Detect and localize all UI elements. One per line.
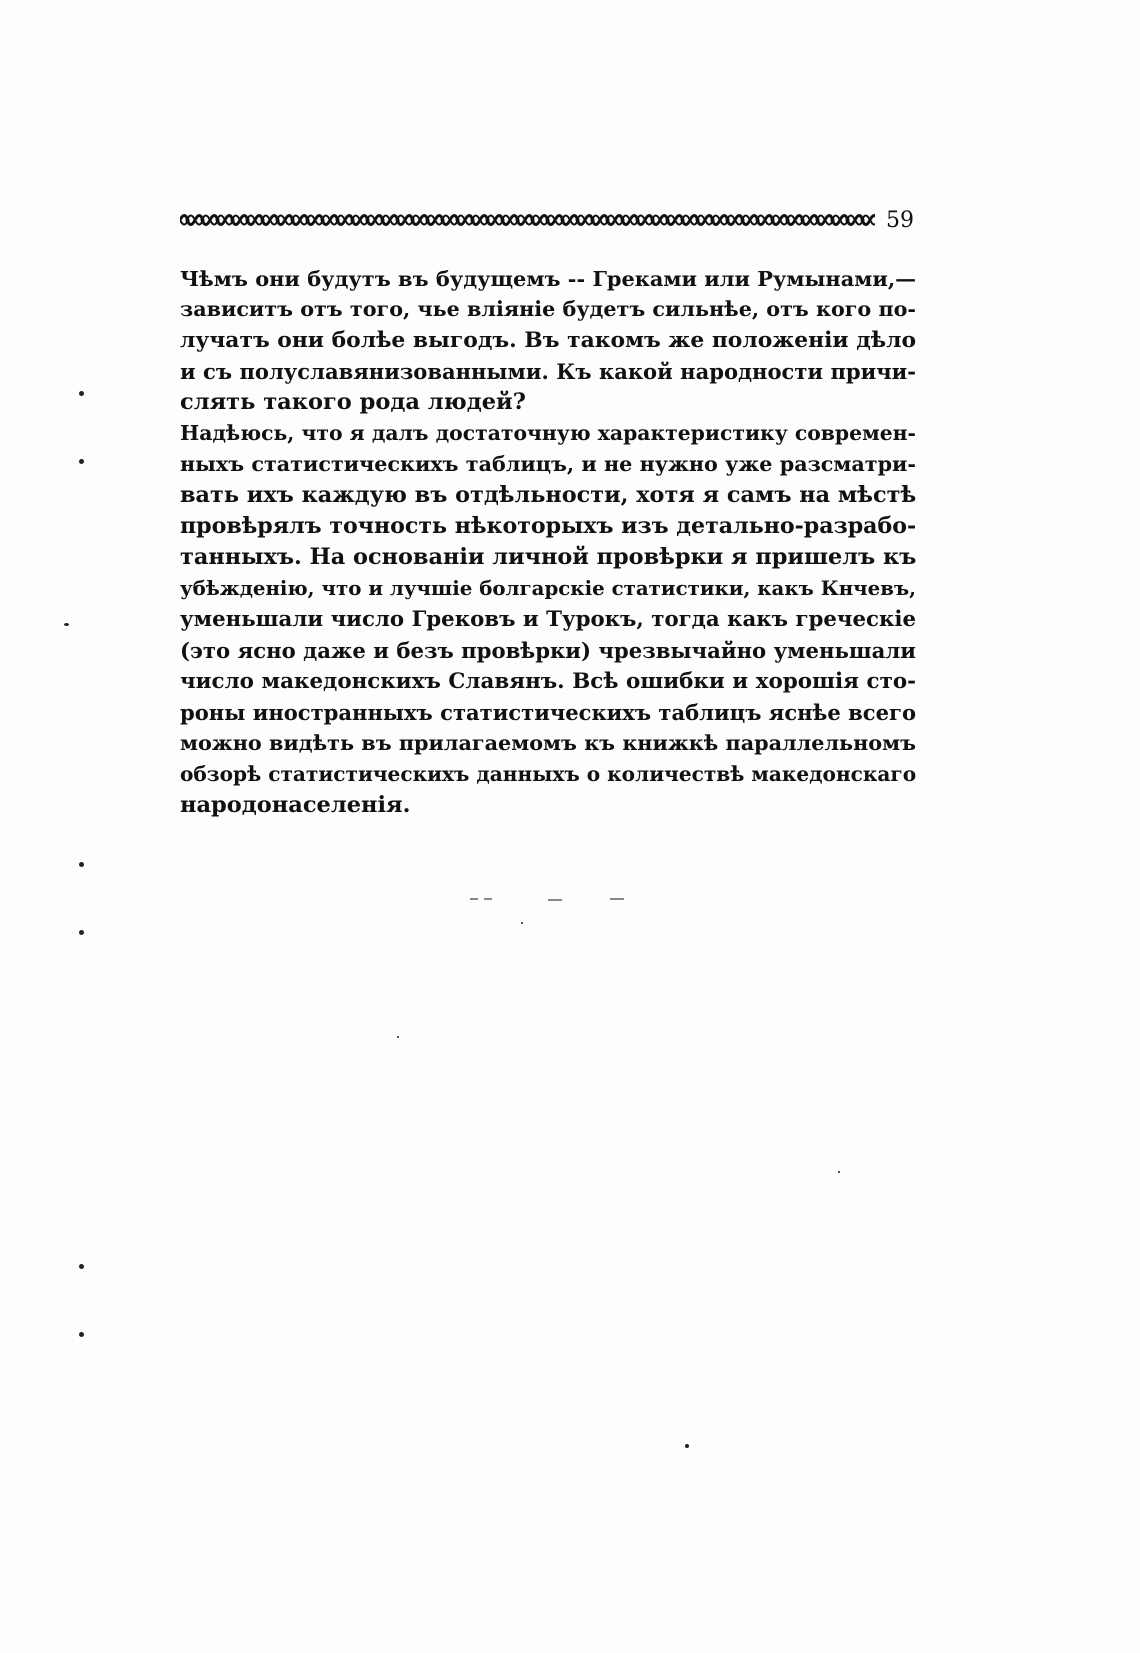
paragraph-2	[180, 418, 916, 821]
text-line: и съ полуславянизованными. Къ какой народности причи-	[180, 359, 916, 384]
text-line: народонаселенія.	[180, 792, 411, 818]
text-line: обзорѣ статистическихъ данныхъ о количествѣ македонскаго	[180, 762, 917, 786]
scan-speck	[64, 623, 69, 626]
scan-speck	[79, 1264, 84, 1269]
scan-speck	[79, 391, 84, 396]
scan-speck	[79, 459, 84, 464]
scan-speck	[79, 930, 84, 935]
text-line: вать ихъ каждую въ отдѣльности, хотя я самъ на мѣстѣ	[180, 482, 917, 508]
scan-speck	[685, 1444, 689, 1448]
scan-dash	[484, 898, 492, 900]
scan-speck	[79, 862, 84, 867]
scan-speck	[397, 1036, 399, 1038]
text-line: зависитъ отъ того, чье вліяніе будетъ сильнѣе, отъ кого по-	[180, 297, 916, 321]
scan-speck	[521, 922, 523, 924]
text-line: танныхъ. На основаніи личной провѣрки я пришелъ къ	[180, 544, 917, 570]
text-line: Надѣюсь, что я далъ достаточную характеристику современ-	[180, 421, 916, 445]
ornamental-rule	[180, 212, 875, 228]
text-line: убѣжденію, что и лучшіе болгарскіе статистики, какъ Кнчевъ,	[180, 576, 916, 600]
text-line: слять такого рода людей?	[180, 389, 526, 415]
page-number: 59	[886, 208, 914, 233]
text-line: роны иностранныхъ статистическихъ таблицъ яснѣе всего	[180, 700, 916, 725]
scan-dash	[470, 898, 478, 900]
text-line: лучатъ они болѣе выгодъ. Въ такомъ же положеніи дѣло	[180, 328, 916, 353]
text-line: Чѣмъ они будутъ въ будущемъ -- Греками или Румынами,—	[180, 266, 916, 291]
scan-dash	[610, 898, 624, 900]
text-line: можно видѣть въ прилагаемомъ къ книжкѣ параллельномъ	[180, 731, 916, 755]
text-line: ныхъ статистическихъ таблицъ, и не нужно уже разсматри-	[180, 452, 916, 476]
text-line: (это ясно даже и безъ провѣрки) чрезвычайно уменьшали	[180, 638, 916, 663]
text-line: провѣрялъ точность нѣкоторыхъ изъ детально-разрабо-	[180, 513, 917, 539]
scan-speck	[838, 1171, 840, 1173]
paragraph-1	[180, 263, 916, 418]
page-header	[180, 208, 912, 234]
scan-speck	[79, 1332, 84, 1337]
text-line: уменьшали число Грековъ и Турокъ, тогда какъ греческіе	[180, 607, 916, 632]
scan-dash	[548, 899, 562, 901]
body-text	[180, 263, 916, 821]
text-line: число македонскихъ Славянъ. Всѣ ошибки и хорошія сто-	[180, 669, 916, 694]
